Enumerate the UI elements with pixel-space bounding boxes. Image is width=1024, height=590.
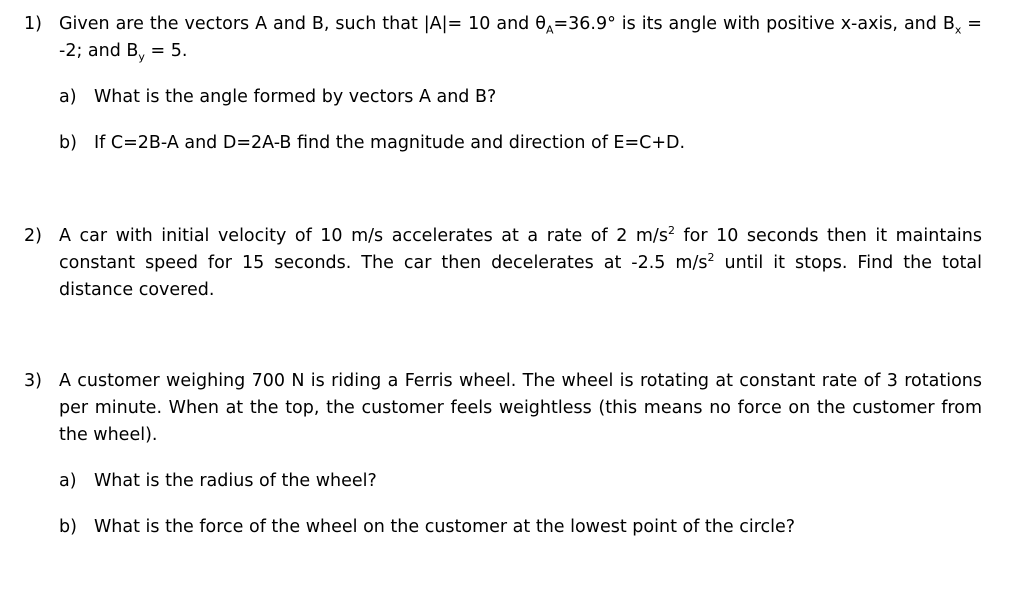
subquestion-label: a): [59, 471, 77, 491]
subquestion-text: What is the angle formed by vectors A and B?: [94, 87, 497, 107]
text-segment: Given are the vectors A and B, such that |A|= 10 and θ: [59, 14, 546, 34]
subquestion: [59, 84, 982, 111]
subquestion-label: a): [59, 87, 77, 107]
text-segment: and B: [903, 14, 955, 34]
text-segment: A car with initial velocity of 10 m/s accelerates at a rate of 2 m/s: [59, 226, 668, 246]
superscript: 2: [707, 251, 715, 265]
text-segment: for 10 seconds then it maintains constant speed for 15 seconds. The car then decelerates at -2.5 m/s: [59, 226, 982, 273]
superscript: 2: [667, 224, 675, 238]
subscript: x: [954, 23, 962, 37]
subquestion-label: b): [59, 133, 77, 153]
problem-2-statement: [24, 223, 982, 304]
problem-1-statement: [24, 11, 982, 65]
problem-number: 3): [24, 371, 42, 391]
subscript: y: [138, 50, 145, 64]
subquestion-label: b): [59, 517, 77, 537]
text-segment: =36.9° is its angle with positive x-axis,: [553, 14, 898, 34]
subquestion: [59, 130, 982, 157]
problem-1: [24, 11, 982, 157]
problem-text: [59, 11, 982, 65]
subquestion: [59, 514, 982, 541]
problem-3-statement: [24, 368, 982, 449]
subquestion: [59, 468, 982, 495]
problem-3: [24, 368, 982, 541]
problem-text: A customer weighing 700 N is riding a Ferris wheel. The wheel is rotating at constant rate of 3 rotations per minute. When at the top, the customer feels weightless (this means no force on the customer from the wheel).: [59, 371, 982, 445]
subquestion-text: What is the radius of the wheel?: [94, 471, 377, 491]
subquestion-text: What is the force of the wheel on the customer at the lowest point of the circle?: [94, 517, 796, 537]
text-segment: until it stops. Find the total distance covered.: [59, 253, 982, 300]
problem-2: [24, 223, 982, 304]
problem-text: [59, 223, 982, 304]
subscript: A: [545, 23, 554, 37]
problem-number: 2): [24, 226, 42, 246]
subquestion-text: If C=2B-A and D=2A-B find the magnitude and direction of E=C+D.: [94, 133, 686, 153]
text-segment: = -2; and B: [59, 14, 982, 61]
text-segment: = 5.: [144, 41, 188, 61]
problem-number: 1): [24, 14, 42, 34]
